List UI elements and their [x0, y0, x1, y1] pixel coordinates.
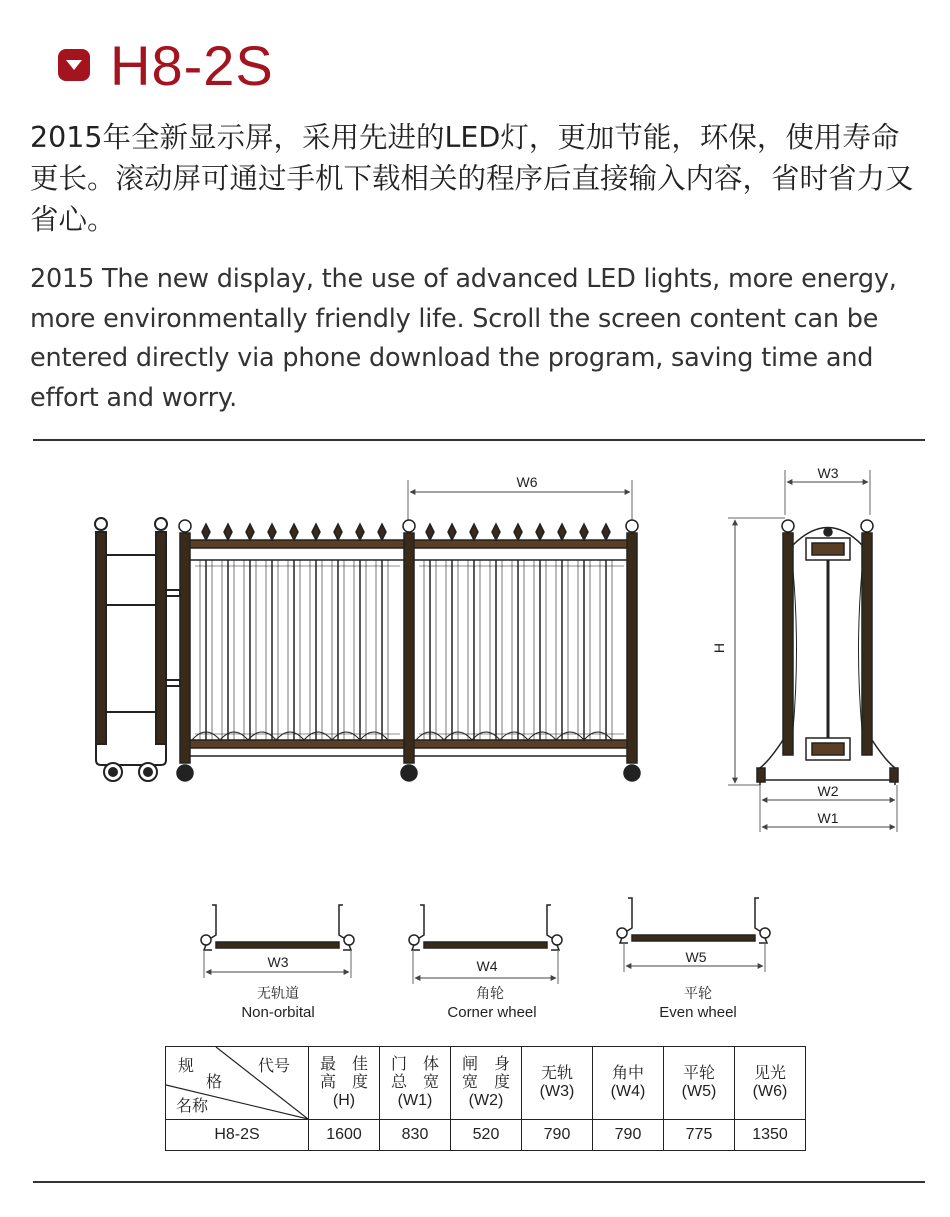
description-english: 2015 The new display, the use of advanced LED lights, more energy, more environmentally friendly life. Scroll the screen content can be entered directly via phone download the program, saving time and effort and worry. [30, 264, 897, 413]
svg-text:平轮: 平轮 [684, 985, 712, 1001]
value-w6: 1350 [735, 1120, 806, 1151]
value-w3: 790 [522, 1120, 593, 1151]
svg-text:Non-orbital: Non-orbital [241, 1004, 315, 1021]
table-row [166, 1120, 806, 1151]
wheel-type-corner [409, 905, 562, 1021]
header-w3: 无轨 (W3) [522, 1047, 593, 1120]
spec-table-header-row [166, 1047, 806, 1120]
header-h: 最 佳 高 度 (H) [309, 1047, 380, 1120]
w6-label: W6 [516, 474, 538, 490]
value-w1: 830 [380, 1120, 451, 1151]
value-h: 1600 [309, 1120, 380, 1151]
svg-text:无轨道: 无轨道 [257, 985, 299, 1001]
bottom-divider [33, 1181, 925, 1183]
wheel-type-non-orbital [201, 905, 354, 1021]
svg-text:Even wheel: Even wheel [659, 1004, 737, 1021]
spec-table-corner-cell: 规 格 代号 名称 [166, 1047, 309, 1120]
svg-text:Corner wheel: Corner wheel [447, 1004, 537, 1021]
description-chinese: 2015年全新显示屏，采用先进的LED灯，更加节能，环保，使用寿命更长。滚动屏可通过手机下载相关的程序后直接输入内容，省时省力又省心。 [30, 121, 914, 236]
w6-dimension [408, 474, 632, 525]
gate-side-diagram [711, 465, 898, 832]
w2-label: W2 [817, 783, 839, 799]
value-w5: 775 [664, 1120, 735, 1151]
value-w4: 790 [593, 1120, 664, 1151]
right-panel-bars [416, 524, 624, 740]
svg-text:W3: W3 [267, 954, 289, 970]
left-panel-bars [192, 524, 400, 740]
value-w2: 520 [451, 1120, 522, 1151]
svg-text:W4: W4 [476, 958, 498, 974]
header-w5: 平轮 (W5) [664, 1047, 735, 1120]
spec-table [165, 1046, 806, 1151]
control-box [95, 518, 180, 781]
svg-text:角轮: 角轮 [476, 985, 504, 1001]
w1-label: W1 [817, 810, 839, 826]
page-title: H8-2S [110, 33, 274, 97]
gate-body [177, 520, 640, 781]
svg-text:W5: W5 [685, 949, 707, 965]
header-w1: 门 体 总 宽 (W1) [380, 1047, 451, 1120]
header-w2: 闸 身 宽 度 (W2) [451, 1047, 522, 1120]
header-w4: 角中 (W4) [593, 1047, 664, 1120]
w3-side-label: W3 [817, 465, 839, 481]
header-w6: 见光 (W6) [735, 1047, 806, 1120]
h-label: H [711, 642, 727, 654]
wheel-type-even [617, 898, 770, 1021]
row-name: H8-2S [166, 1120, 309, 1151]
